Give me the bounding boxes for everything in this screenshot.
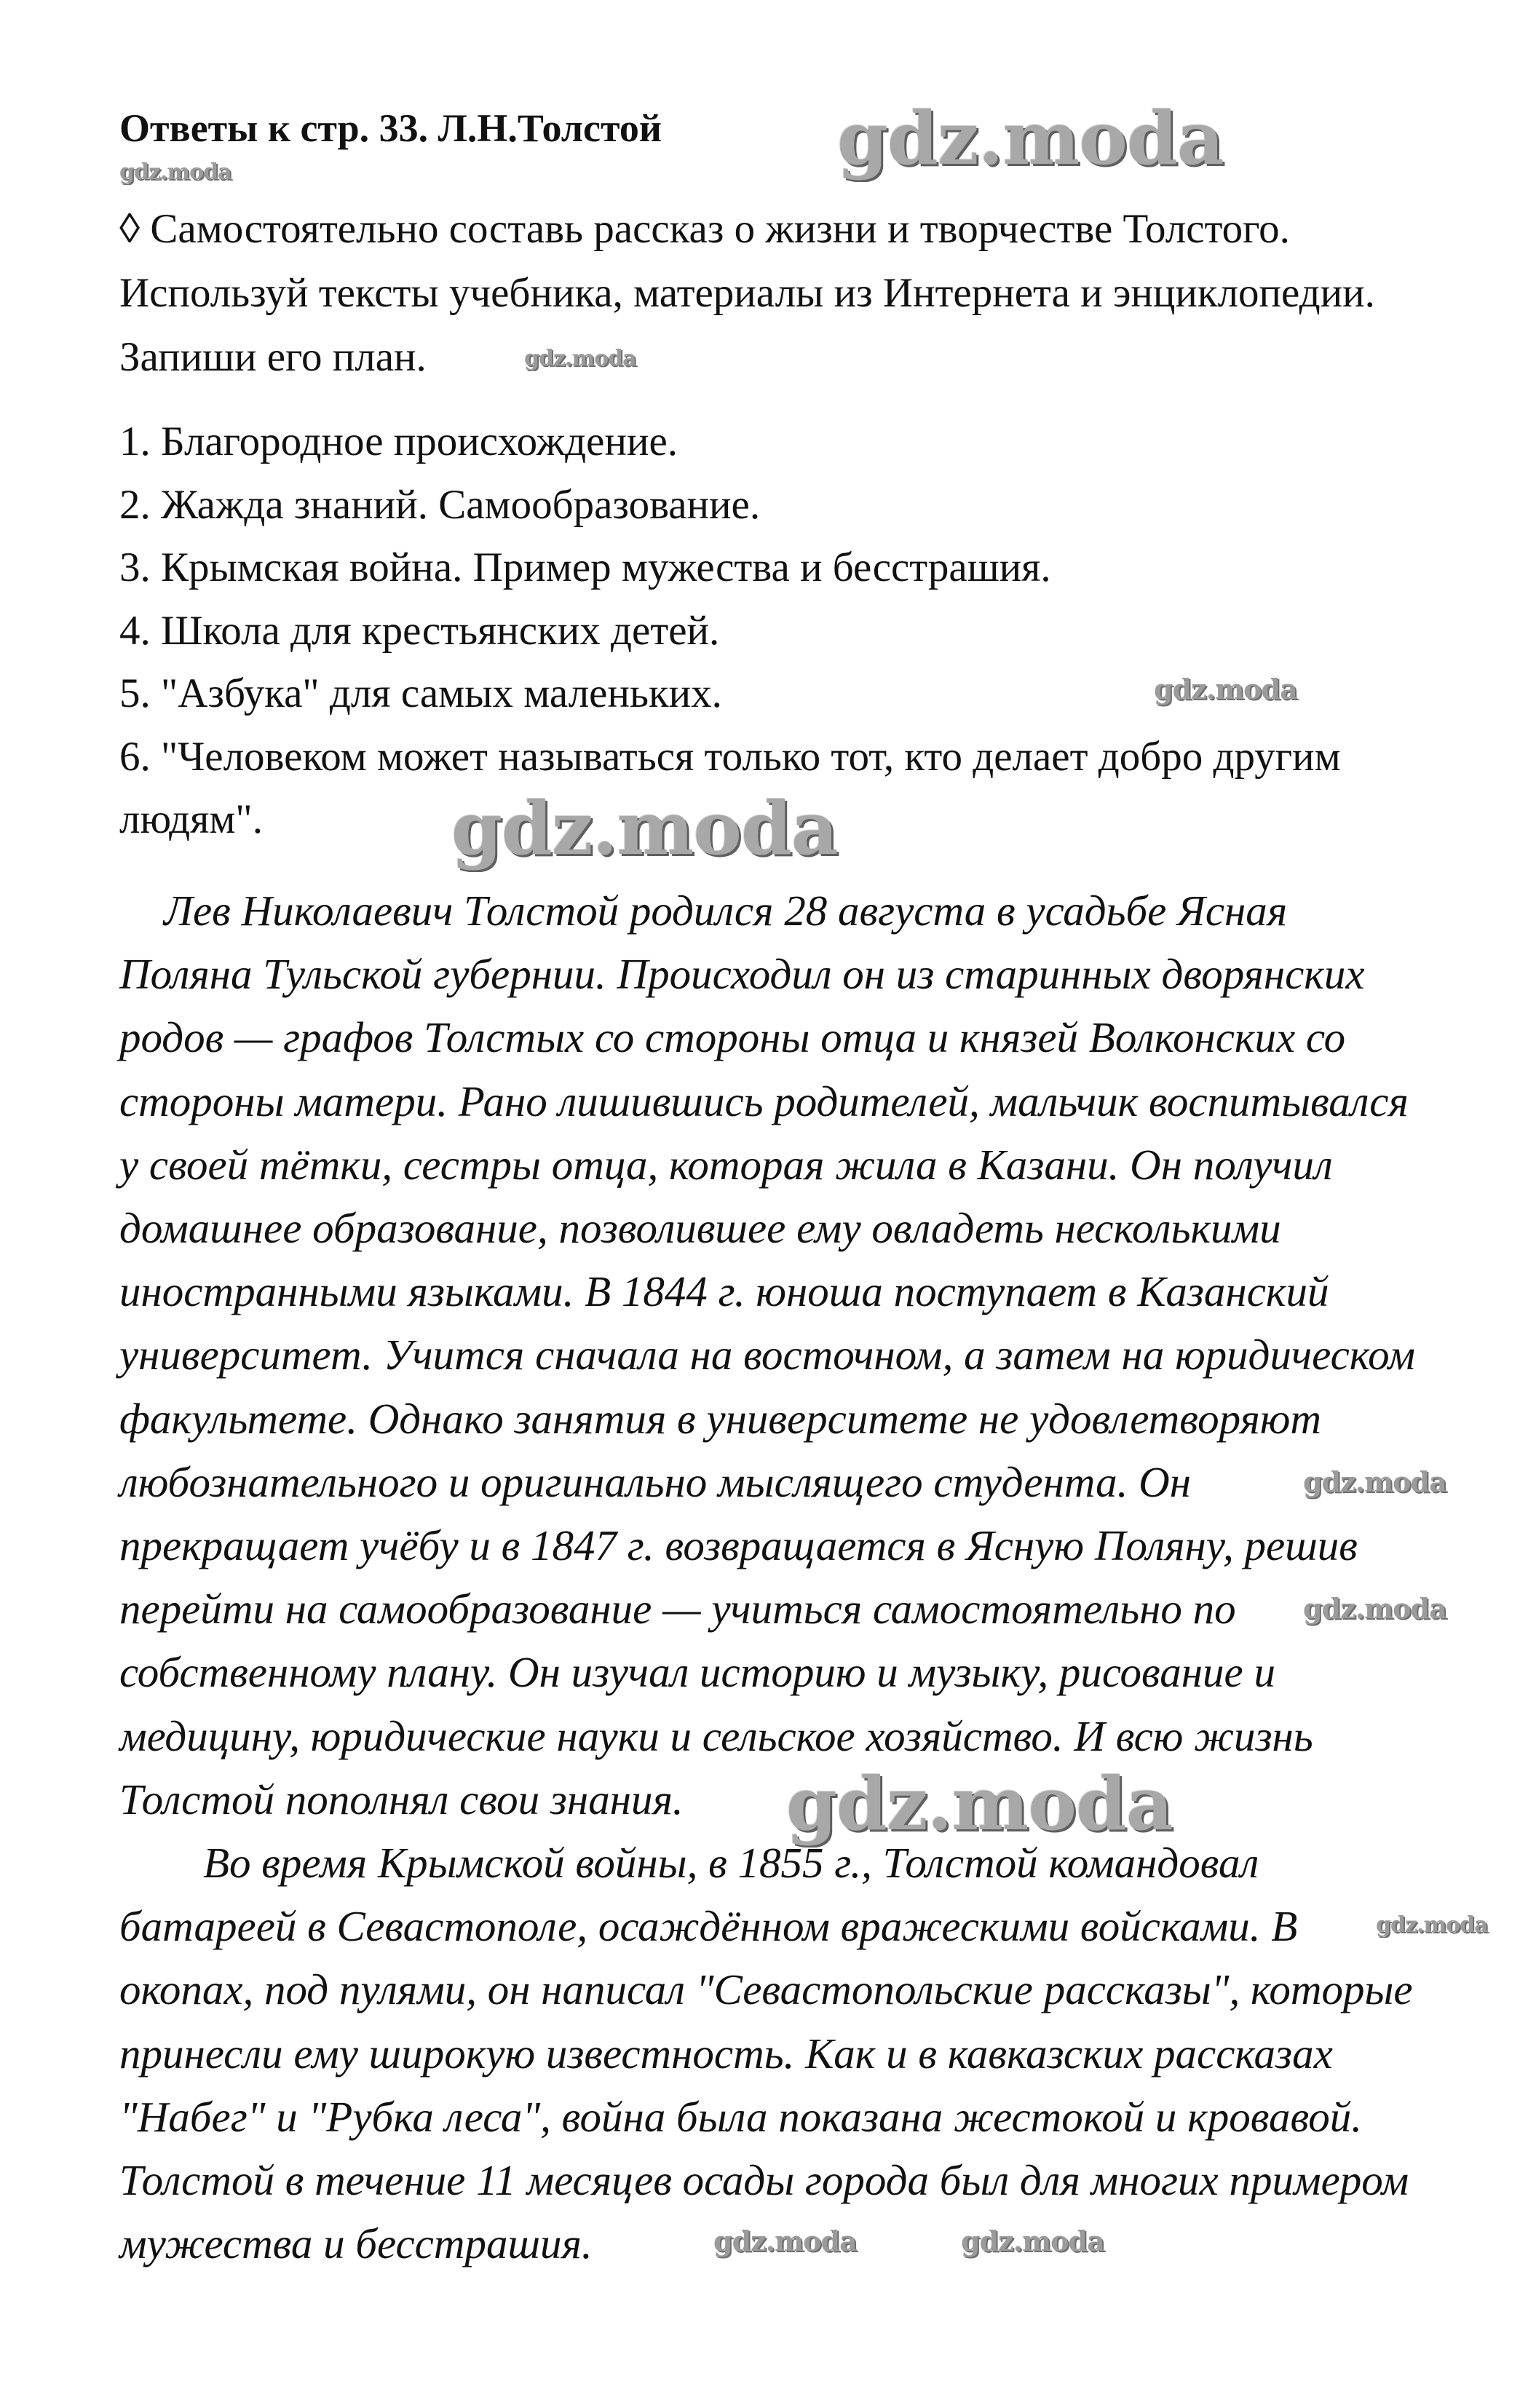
story-line: иностранными языками. В 1844 г. юноша поступает в Казанский bbox=[119, 1267, 1329, 1316]
watermark: gdz.moda bbox=[1303, 1465, 1446, 1498]
instruction-line: Используй тексты учебника, материалы из Интернета и энциклопедии. bbox=[119, 270, 1375, 316]
story-line: факультете. Однако занятия в университете не удовлетворяют bbox=[119, 1394, 1321, 1443]
story-line: принесли ему широкую известность. Как и в кавказских рассказах bbox=[119, 2029, 1333, 2078]
story-line: стороны матери. Рано лишившись родителей, мальчик воспитывался bbox=[119, 1077, 1409, 1125]
watermark: gdz.moda bbox=[1303, 1592, 1446, 1625]
plan-item: 1. Благородное происхождение. bbox=[119, 419, 678, 464]
story-line: у своей тётки, сестры отца, которая жила в Казани. Он получил bbox=[119, 1140, 1333, 1189]
story-line: Толстой пополнял свои знания. bbox=[119, 1775, 684, 1823]
page-title: Ответы к стр. 33. Л.Н.Толстой bbox=[119, 106, 662, 150]
watermark: gdz.moda bbox=[1376, 1912, 1488, 1938]
instruction-line: ◊ Самостоятельно составь рассказ о жизни и творчестве Толстого. bbox=[119, 206, 1290, 252]
plan-item: 4. Школа для крестьянских детей. bbox=[119, 607, 720, 654]
story-line: Во время Крымской войны, в 1855 г., Толстой командовал bbox=[203, 1839, 1259, 1888]
watermark: gdz.moda bbox=[961, 2225, 1104, 2257]
watermark: gdz.moda bbox=[1154, 673, 1297, 705]
story-line: "Набег" и "Рубка леса", война была показана жестокой и кровавой. bbox=[119, 2092, 1363, 2141]
story-line: любознательного и оригинально мыслящего студента. Он bbox=[119, 1457, 1192, 1506]
watermark: gdz.moda bbox=[786, 1761, 1173, 1847]
plan-item: 5. "Азбука" для самых маленьких. bbox=[119, 670, 722, 716]
story-line: перейти на самообразование — учиться самостоятельно по bbox=[119, 1585, 1236, 1633]
watermark: gdz.moda bbox=[119, 159, 231, 185]
instruction-line: Запиши его план. bbox=[119, 334, 427, 380]
watermark: gdz.moda bbox=[451, 785, 838, 871]
plan-item-continuation: людям". bbox=[119, 796, 263, 842]
story-line: окопах, под пулями, он написал "Севастопольские рассказы", которые bbox=[119, 1965, 1413, 2014]
story-line: Лев Николаевич Толстой родился 28 августа в усадьбе Ясная bbox=[164, 887, 1288, 935]
story-line: Толстой в течение 11 месяцев осады города был для многих примером bbox=[119, 2156, 1409, 2205]
story-line: медицину, юридические науки и сельское хозяйство. И всю жизнь bbox=[119, 1711, 1313, 1760]
story-line: Поляна Тульской губернии. Происходил он из старинных дворянских bbox=[119, 950, 1365, 999]
plan-item: 2. Жажда знаний. Самообразование. bbox=[119, 481, 761, 528]
watermark: gdz.moda bbox=[837, 95, 1224, 181]
watermark: gdz.moda bbox=[713, 2225, 857, 2257]
story-line: прекращает учёбу и в 1847 г. возвращается в Ясную Поляну, решив bbox=[119, 1521, 1358, 1570]
story-text bbox=[119, 879, 1415, 2276]
watermark: gdz.moda bbox=[524, 346, 636, 371]
task-instruction bbox=[119, 197, 1375, 389]
plan-item: 6. "Человеком может называться только тот, кто делает добро другим bbox=[119, 733, 1341, 780]
plan-item: 3. Крымская война. Пример мужества и бесстрашия. bbox=[119, 544, 1051, 590]
story-line: родов — графов Толстых со стороны отца и князей Волконских со bbox=[119, 1013, 1346, 1062]
story-line: домашнее образование, позволившее ему овладеть несколькими bbox=[119, 1204, 1281, 1253]
story-line: университет. Учится сначала на восточном, а затем на юридическом bbox=[119, 1331, 1416, 1379]
story-line: мужества и бесстрашия. bbox=[119, 2219, 593, 2268]
story-line: собственному плану. Он изучал историю и музыку, рисование и bbox=[119, 1648, 1275, 1697]
story-line: батареей в Севастополе, осаждённом вражескими войсками. В bbox=[119, 1902, 1298, 1951]
